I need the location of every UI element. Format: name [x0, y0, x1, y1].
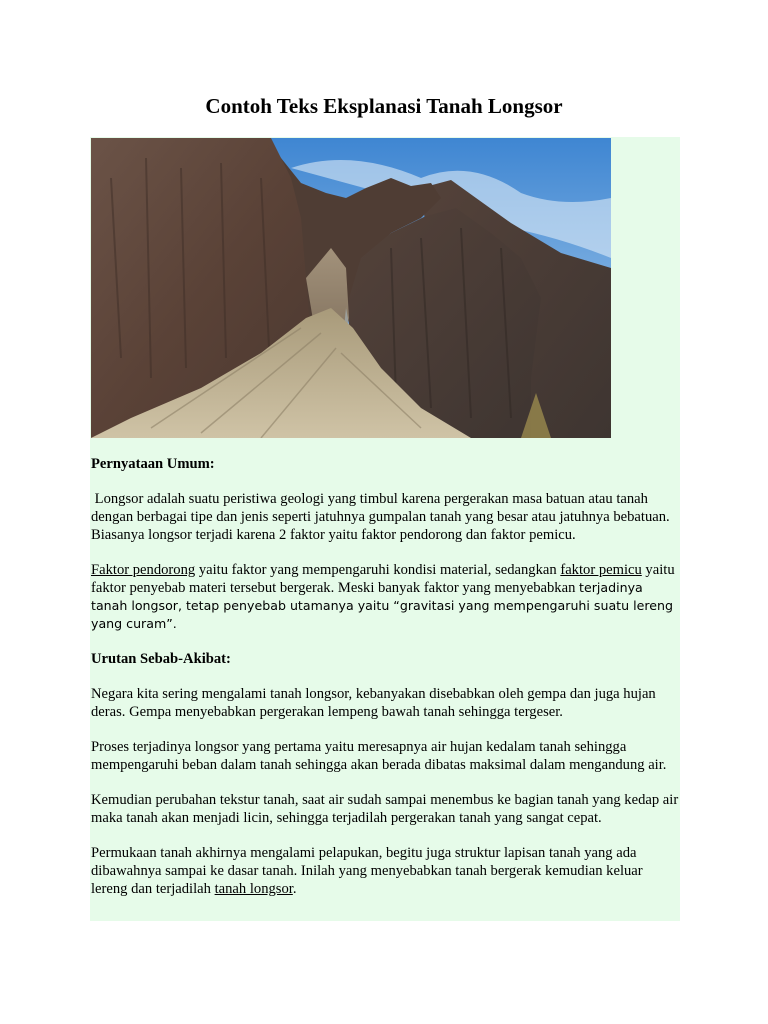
- link-tanah-longsor[interactable]: tanah longsor: [214, 881, 293, 897]
- paragraph-definition: Longsor adalah suatu peristiwa geologi yang timbul karena pergerakan masa batuan atau tanah dengan berbagai tipe dan jenis seperti jatuhnya gumpalan tanah yang besar atau jatuhnya bebatuan. Biasanya longsor terjadi karena 2 faktor yaitu faktor pendorong dan faktor pemicu.: [91, 491, 674, 543]
- factors-text-3: terjadinya tanah longsor, tetap penyebab utamanya yaitu “gravitasi yang mempengaruhi suatu lereng yang curam”.: [91, 580, 673, 631]
- paragraph-texture: Kemudian perubahan tekstur tanah, saat air sudah sampai menembus ke bagian tanah yang kedap air maka tanah akan menjadi licin, sehingga terjadilah pergerakan tanah yang sangat cepat.: [91, 792, 679, 826]
- weathering-end: .: [292, 881, 297, 897]
- page-title: Contoh Teks Eksplanasi Tanah Longsor: [205, 94, 563, 118]
- paragraph-process: Proses terjadinya longsor yang pertama yaitu meresapnya air hujan kedalam tanah sehingga mempengaruhi beban dalam tanah sehingga akan berada dibatas maksimal dalam mengandung air.: [91, 739, 667, 773]
- link-faktor-pemicu[interactable]: faktor pemicu: [560, 562, 642, 578]
- paragraph-cause: Negara kita sering mengalami tanah longsor, kebanyakan disebabkan oleh gempa dan juga hujan deras. Gempa menyebabkan pergerakan lempeng bawah tanah sehingga tergeser.: [91, 686, 656, 720]
- article-text: [91, 455, 679, 915]
- factors-text-2: yaitu faktor penyebab materi tersebut bergerak. Meski banyak faktor yang menyebabkan: [91, 562, 675, 596]
- section-heading-sequence: Urutan Sebab-Akibat:: [91, 651, 231, 667]
- landslide-photo: [91, 138, 611, 438]
- paragraph-weathering: [91, 844, 679, 898]
- paragraph-factors: [91, 561, 679, 633]
- section-heading-general: Pernyataan Umum:: [91, 456, 215, 472]
- content-area: [90, 137, 680, 921]
- factors-text-1: yaitu faktor yang mempengaruhi kondisi material, sedangkan: [195, 562, 561, 578]
- link-faktor-pendorong[interactable]: Faktor pendorong: [91, 562, 196, 578]
- weathering-text: Permukaan tanah akhirnya mengalami pelapukan, begitu juga struktur lapisan tanah yang ada dibawahnya sampai ke dasar tanah. Inilah yang menyebabkan tanah bergerak kemudian keluar lereng dan terjadilah: [91, 845, 643, 897]
